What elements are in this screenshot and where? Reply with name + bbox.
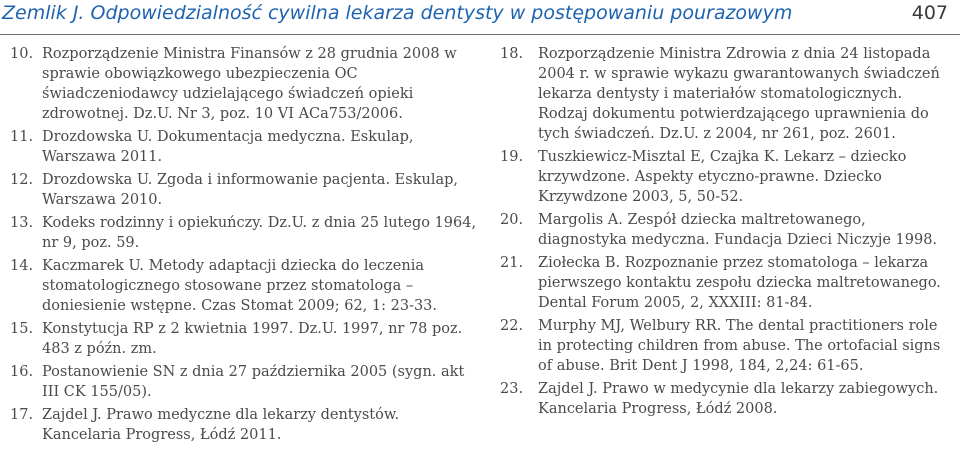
reference-list-right bbox=[500, 44, 952, 422]
reference-text: Konstytucja RP z 2 kwietnia 1997. Dz.U. 1997, nr 78 poz. 483 z późn. zm. bbox=[42, 321, 463, 357]
page-number: 407 bbox=[911, 2, 948, 24]
reference-item bbox=[10, 319, 480, 359]
reference-text: Margolis A. Zespół dziecka maltretowanego, diagnostyka medyczna. Fundacja Dzieci Niczyje 1998. bbox=[538, 212, 938, 248]
reference-number: 11. bbox=[10, 129, 34, 145]
reference-item bbox=[500, 253, 952, 313]
reference-item bbox=[500, 147, 952, 207]
reference-number: 22. bbox=[500, 318, 524, 334]
reference-item bbox=[10, 213, 480, 253]
reference-text: Kodeks rodzinny i opiekuńczy. Dz.U. z dnia 25 lutego 1964, nr 9, poz. 59. bbox=[42, 215, 477, 251]
reference-number: 18. bbox=[500, 46, 524, 62]
reference-text: Drozdowska U. Zgoda i informowanie pacjenta. Eskulap, Warszawa 2010. bbox=[42, 172, 458, 208]
reference-item bbox=[500, 210, 952, 250]
reference-number: 20. bbox=[500, 212, 524, 228]
reference-text: Zajdel J. Prawo w medycynie dla lekarzy zabiegowych. Kancelaria Progress, Łódź 2008. bbox=[538, 381, 939, 417]
reference-item bbox=[500, 44, 952, 144]
running-title: Zemlik J. Odpowiedzialność cywilna lekarza dentysty w postępowaniu pourazowym bbox=[2, 2, 793, 24]
reference-text: Kaczmarek U. Metody adaptacji dziecka do leczenia stomatologicznego stosowane przez stomatologa – doniesienie wstępne. Czas Stomat 2009; 62, 1: 23-33. bbox=[42, 258, 438, 314]
reference-item bbox=[10, 127, 480, 167]
reference-text: Postanowienie SN z dnia 27 października 2005 (sygn. akt III CK 155/05). bbox=[42, 364, 465, 400]
reference-item bbox=[10, 256, 480, 316]
reference-text: Rozporządzenie Ministra Zdrowia z dnia 24 listopada 2004 r. w sprawie wykazu gwarantowanych świadczeń lekarza dentysty i materiałów stomatologicznych. Rodzaj dokumentu potwierdzającego uprawnienia do tych świadczeń. Dz.U. z 2004, nr 261, poz. 2601. bbox=[538, 46, 940, 142]
reference-item bbox=[500, 379, 952, 419]
reference-item bbox=[10, 362, 480, 402]
reference-text: Tuszkiewicz-Misztal E, Czajka K. Lekarz – dziecko krzywdzone. Aspekty etyczno-prawne. Dziecko Krzywdzone 2003, 5, 50-52. bbox=[538, 149, 907, 205]
reference-number: 23. bbox=[500, 381, 524, 397]
reference-list-left bbox=[10, 44, 480, 448]
reference-item bbox=[10, 405, 480, 445]
running-header bbox=[0, 0, 960, 35]
reference-number: 12. bbox=[10, 172, 34, 188]
reference-item bbox=[10, 170, 480, 210]
reference-number: 13. bbox=[10, 215, 34, 231]
reference-text: Drozdowska U. Dokumentacja medyczna. Eskulap, Warszawa 2011. bbox=[42, 129, 414, 165]
reference-item bbox=[10, 44, 480, 124]
reference-number: 15. bbox=[10, 321, 34, 337]
reference-number: 10. bbox=[10, 46, 34, 62]
reference-text: Ziołecka B. Rozpoznanie przez stomatologa – lekarza pierwszego kontaktu zespołu dziecka maltretowanego. Dental Forum 2005, 2, XXXIII: 81-84. bbox=[538, 255, 941, 311]
reference-number: 14. bbox=[10, 258, 34, 274]
reference-text: Zajdel J. Prawo medyczne dla lekarzy dentystów. Kancelaria Progress, Łódź 2011. bbox=[42, 407, 400, 443]
reference-number: 17. bbox=[10, 407, 34, 423]
reference-text: Rozporządzenie Ministra Finansów z 28 grudnia 2008 w sprawie obowiązkowego ubezpieczenia OC świadczeniodawcy udzielającego świadczeń opieki zdrowotnej. Dz.U. Nr 3, poz. 10 VI ACa753/2006. bbox=[42, 46, 457, 122]
reference-number: 19. bbox=[500, 149, 524, 165]
reference-number: 16. bbox=[10, 364, 34, 380]
reference-text: Murphy MJ, Welbury RR. The dental practitioners role in protecting children from abuse. The ortofacial signs of abuse. Brit Dent J 1998, 184, 2,24: 61-65. bbox=[538, 318, 941, 374]
reference-item bbox=[500, 316, 952, 376]
reference-number: 21. bbox=[500, 255, 524, 271]
